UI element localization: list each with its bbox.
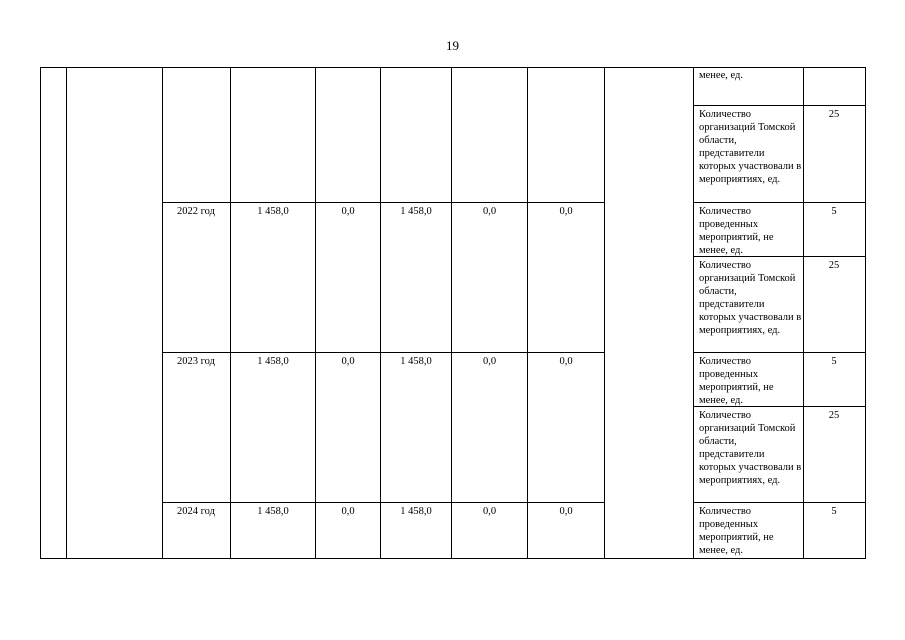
page-number: 19 bbox=[446, 38, 459, 53]
indicator-value: 5 bbox=[831, 506, 837, 517]
amount-cell: 1 458,0 bbox=[257, 206, 289, 217]
indicator-value: 5 bbox=[831, 206, 837, 217]
table-border bbox=[451, 67, 452, 559]
indicator-text: Количество организаций Томской области, представители которых участвовали в мероприятиях, ед. bbox=[699, 109, 802, 185]
indicator-value: 5 bbox=[831, 356, 837, 367]
table-border bbox=[40, 67, 41, 559]
year-cell: 2023 год bbox=[177, 356, 215, 367]
table-border bbox=[230, 67, 231, 559]
table-border bbox=[40, 67, 866, 68]
table-border bbox=[803, 67, 804, 559]
amount-cell: 0,0 bbox=[559, 356, 573, 367]
amount-cell: 0,0 bbox=[341, 206, 355, 217]
table-border bbox=[315, 67, 316, 559]
table-border bbox=[162, 502, 605, 503]
indicator-text: менее, ед. bbox=[699, 70, 743, 81]
amount-cell: 1 458,0 bbox=[257, 506, 289, 517]
amount-cell: 1 458,0 bbox=[257, 356, 289, 367]
amount-cell: 0,0 bbox=[341, 356, 355, 367]
table-border bbox=[604, 67, 605, 559]
year-cell: 2022 год bbox=[177, 206, 215, 217]
table-border bbox=[40, 558, 866, 559]
indicator-text: Количество проведенных мероприятий, не менее, ед. bbox=[699, 356, 774, 406]
amount-cell: 0,0 bbox=[559, 506, 573, 517]
indicator-value: 25 bbox=[828, 109, 840, 120]
table-border bbox=[66, 67, 67, 559]
indicator-text: Количество проведенных мероприятий, не менее, ед. bbox=[699, 506, 774, 556]
table-border bbox=[693, 202, 866, 203]
indicator-value: 25 bbox=[828, 260, 840, 271]
amount-cell: 0,0 bbox=[341, 506, 355, 517]
table-border bbox=[693, 67, 694, 559]
table-border bbox=[162, 352, 605, 353]
table-border bbox=[380, 67, 381, 559]
table-border bbox=[693, 352, 866, 353]
table-border bbox=[693, 105, 866, 106]
amount-cell: 0,0 bbox=[482, 506, 497, 517]
indicator-text: Количество проведенных мероприятий, не менее, ед. bbox=[699, 206, 774, 256]
amount-cell: 1 458,0 bbox=[400, 206, 432, 217]
indicator-text: Количество организаций Томской области, представители которых участвовали в мероприятиях, ед. bbox=[699, 410, 802, 486]
amount-cell: 1 458,0 bbox=[400, 356, 432, 367]
amount-cell: 0,0 bbox=[482, 356, 497, 367]
amount-cell: 1 458,0 bbox=[400, 506, 432, 517]
indicator-value: 25 bbox=[828, 410, 840, 421]
table-border bbox=[865, 67, 866, 559]
amount-cell: 0,0 bbox=[482, 206, 497, 217]
table-border bbox=[162, 67, 163, 559]
table-border bbox=[693, 502, 866, 503]
table-border bbox=[527, 67, 528, 559]
year-cell: 2024 год bbox=[177, 506, 215, 517]
table-border bbox=[162, 202, 605, 203]
indicator-text: Количество организаций Томской области, представители которых участвовали в мероприятиях, ед. bbox=[699, 260, 802, 336]
amount-cell: 0,0 bbox=[559, 206, 573, 217]
